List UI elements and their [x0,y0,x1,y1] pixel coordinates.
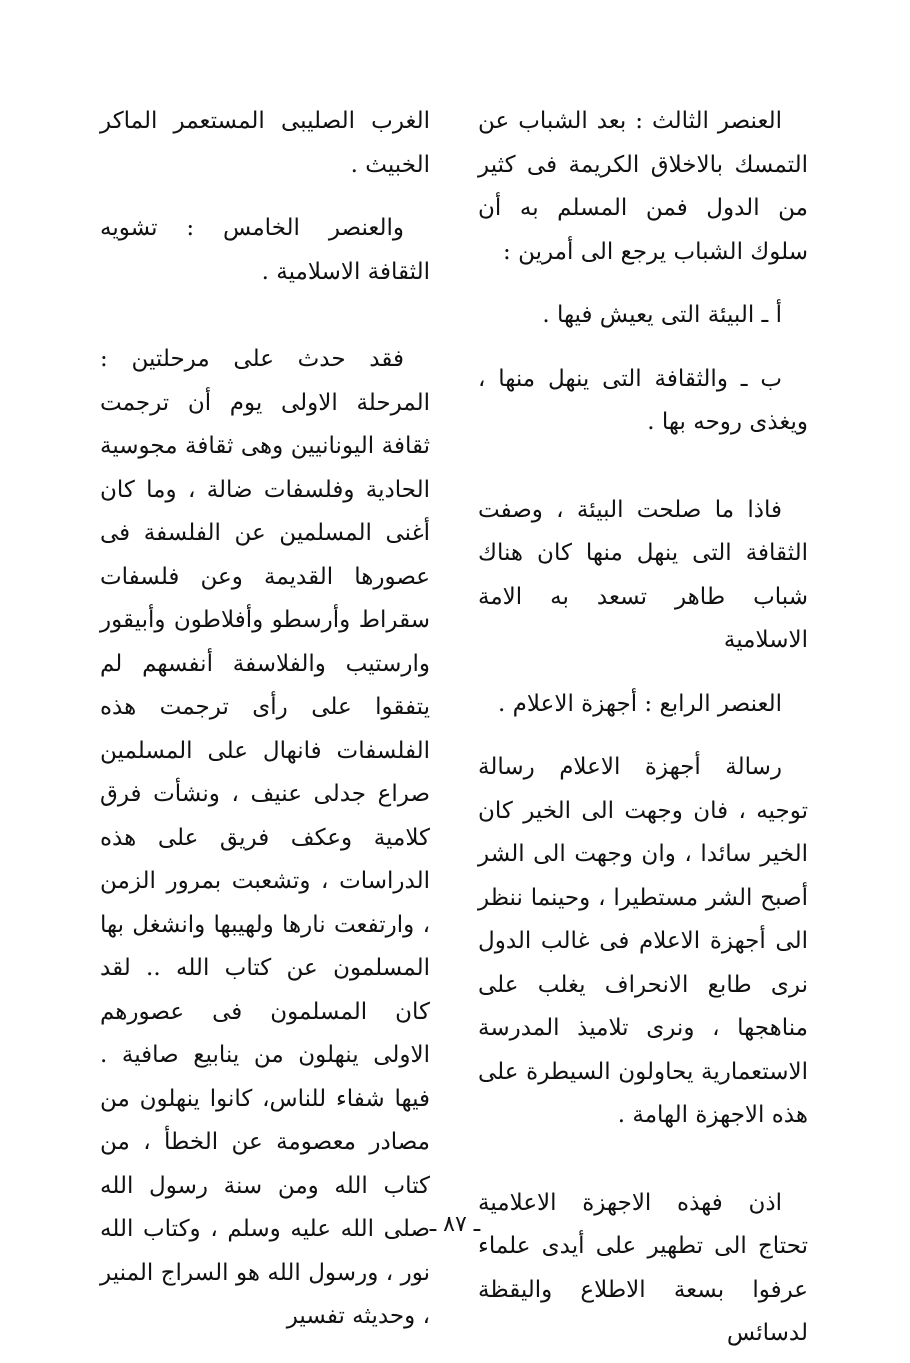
environment-culture-paragraph: فاذا ما صلحت البيئة ، وصفت الثقافة التى ينهل منها كان هناك شباب طاهر تسعد به الامة الاسلامية [478,496,808,653]
element-four-heading: العنصر الرابع : أجهزة الاعلام . [498,690,782,717]
continuation-paragraph: الغرب الصليبى المستعمر الماكر الخبيث . [100,108,430,178]
element-five-heading: والعنصر الخامس : تشويه الثقافة الاسلامية . [100,215,430,285]
philosophy-paragraph: فقد حدث على مرحلتين : المرحلة الاولى يوم أن ترجمت ثقافة اليونانيين وهى ثقافة مجوسية الحادية وفلسفات ضالة ، وما كان أغنى المسلمين عن الفلسفة فى عصورها القديمة وعن فلسفات سقراط وأرسطو وأفلاطون وأبيقور وارستيب والفلاسفة أنفسهم لم يتفقوا على رأى ترجمت هذه الفلسفات فانهال على المسلمين صراع جدلى عنيف ، ونشأت فرق كلامية وعكف فريق على هذه الدراسات ، وتشعبت بمرور الزمن ، وارتفعت نارها ولهيبها وانشغل بها المسلمون عن كتاب الله .. لقد كان المسلمون فى عصورهم الاولى ينهلون من ينابيع صافية . فيها شفاء للناس، كانوا ينهلون من مصادر معصومة عن الخطأ ، من كتاب الله ومن سنة رسول الله صلى الله عليه وسلم ، وكتاب الله نور ، ورسول الله هو السراج المنير ، وحديثه تفسير [100,346,430,1329]
page-number: ـ ٨٧ ـ [429,1212,481,1237]
environment-item: أ ـ البيئة التى يعيش فيها . [542,302,782,328]
culture-item: ب ـ والثقافة التى ينهل منها ، ويغذى روحه بها . [478,365,808,435]
left-column [100,100,430,1329]
media-purification-paragraph: اذن فهذه الاجهزة الاعلامية تحتاج الى تطهير على أيدى علماء عرفوا بسعة الاطلاع واليقظة لدسائس [478,1189,808,1346]
right-column [478,100,808,1346]
media-paragraph: رسالة أجهزة الاعلام رسالة توجيه ، فان وجهت الى الخير كان الخير سائدا ، وان وجهت الى الشر أصبح الشر مستطيرا ، وحينما ننظر الى أجهزة الاعلام فى غالب الدول نرى طابع الانحراف يغلب على مناهجها ، ونرى تلاميذ المدرسة الاستعمارية يحاولون السيطرة على هذه الاجهزة الهامة . [478,754,808,1128]
element-three-paragraph: العنصر الثالث : بعد الشباب عن التمسك بالاخلاق الكريمة فى كثير من الدول فمن المسلم به أن سلوك الشباب يرجع الى أمرين : [478,108,808,265]
